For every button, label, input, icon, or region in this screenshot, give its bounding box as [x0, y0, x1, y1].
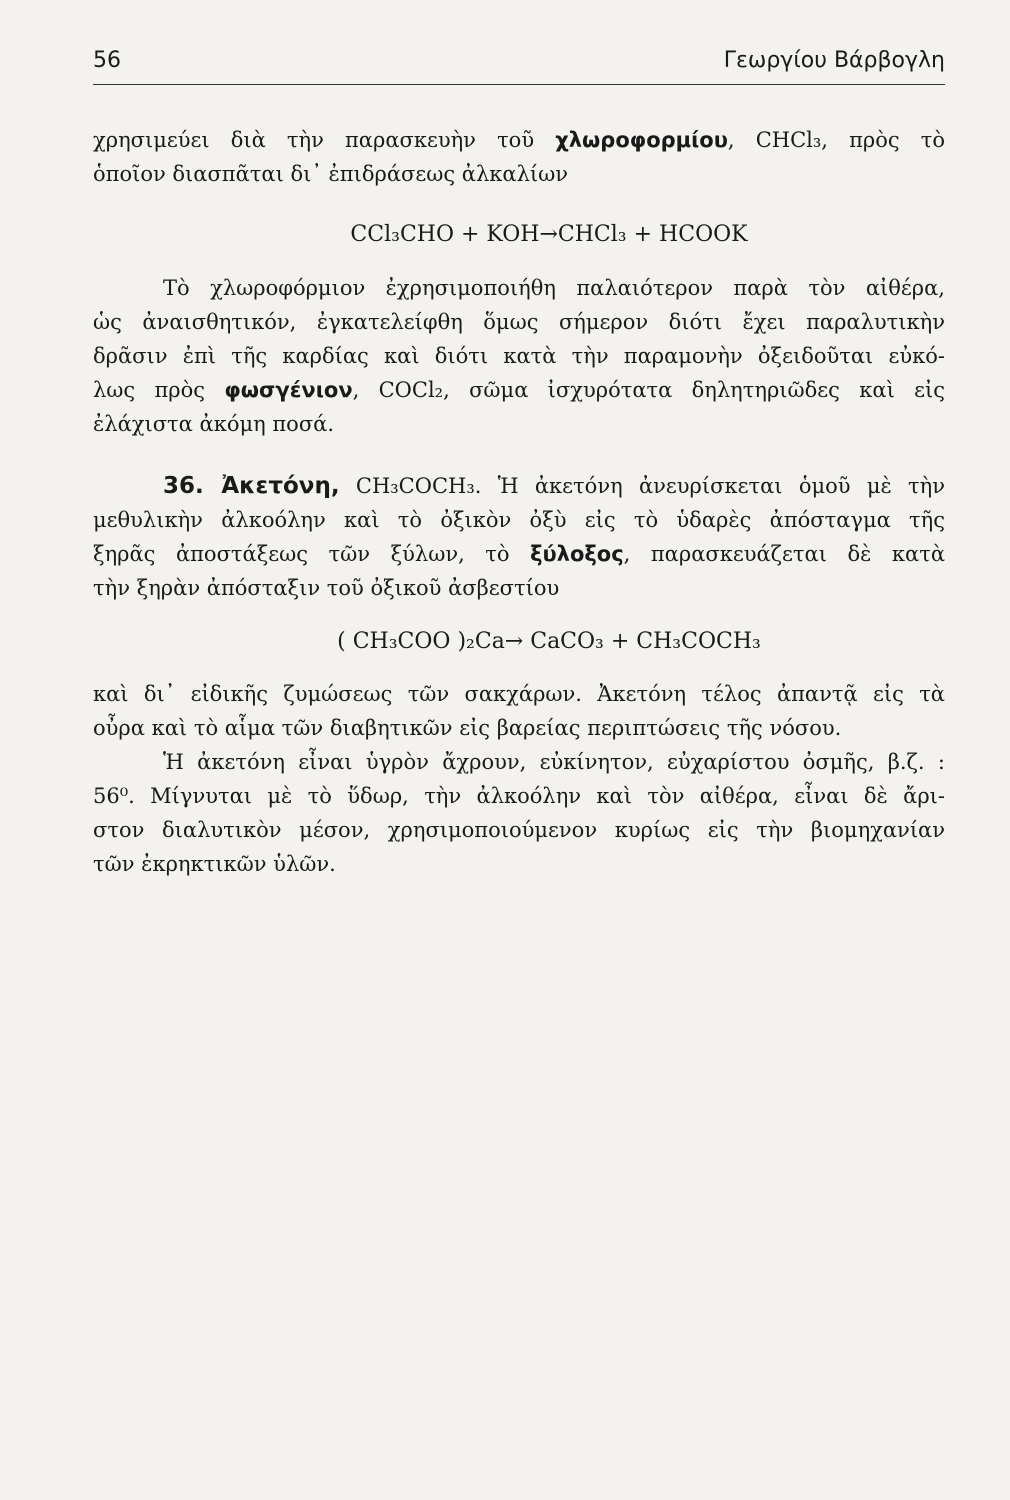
page-header [93, 40, 945, 85]
text-line: χρησιμεύει διὰ τὴν παρασκευὴν τοῦ χλωροφορμίου, CHCl₃, πρὸς τὸ [93, 128, 945, 152]
text-line: 36. Ἀκετόνη, CH₃COCH₃. Ἡ ἀκετόνη ἀνευρίσκεται ὁμοῦ μὲ τὴν [163, 473, 945, 499]
paragraph-chloroform-anesthetic [93, 271, 945, 441]
term-chloroform: χλωροφορμίου [555, 128, 728, 152]
text-line: Τὸ χλωροφόρμιον ἐχρησιμοποιήθη παλαιότερον παρὰ τὸν αἰθέρα, [163, 276, 945, 300]
paragraph-acetone-occurrence [93, 677, 945, 745]
paragraph-acetone-properties [93, 745, 945, 881]
text-line: καὶ δι᾽ εἰδικῆς ζυμώσεως τῶν σακχάρων. Ἀκετόνη τέλος ἀπαντᾷ εἰς τὰ [93, 682, 945, 706]
section-heading: 36. Ἀκετόνη, [163, 473, 340, 499]
text-line: τὴν ξηρὰν ἀπόσταξιν τοῦ ὀξικοῦ ἀσβεστίου [93, 576, 560, 600]
term-phosgene: φωσγένιον [224, 378, 353, 402]
text-line: οὖρα καὶ τὸ αἷμα τῶν διαβητικῶν εἰς βαρείας περιπτώσεις τῆς νόσου. [93, 716, 842, 740]
section-acetone [93, 469, 945, 605]
term-xyloxos: ξύλοξος [530, 542, 624, 566]
equation-calcium-acetate: ( CH₃COO )₂Ca→ CaCO₃ + CH₃COCH₃ [337, 629, 761, 654]
text-line: 56⁰. Μίγνυται μὲ τὸ ὕδωρ, τὴν ἀλκοόλην καὶ τὸν αἰθέρα, εἶναι δὲ ἄρι- [93, 784, 945, 808]
text-line: ὁποῖον διασπᾶται δι᾽ ἐπιδράσεως ἀλκαλίων [93, 162, 569, 186]
text-line: ὡς ἀναισθητικόν, ἐγκατελείφθη ὅμως σήμερον διότι ἔχει παραλυτικὴν [93, 310, 945, 334]
text-line: δρᾶσιν ἐπὶ τῆς καρδίας καὶ διότι κατὰ τὴν παραμονὴν ὀξειδοῦται εὐκό- [93, 344, 945, 368]
text-line: στον διαλυτικὸν μέσον, χρησιμοποιούμενον κυρίως εἰς τὴν βιομηχανίαν [93, 818, 945, 842]
text-line: ξηρᾶς ἀποστάξεως τῶν ξύλων, τὸ ξύλοξος, παρασκευάζεται δὲ κατὰ [93, 542, 945, 566]
page-number: 56 [93, 48, 121, 73]
text-line: ἐλάχιστα ἀκόμη ποσά. [93, 412, 335, 436]
page-body [93, 123, 945, 881]
text-line: λως πρὸς φωσγένιον, COCl₂, σῶμα ἰσχυρότατα δηλητηριῶδες καὶ εἰς [93, 378, 945, 402]
text-line: Ἡ ἀκετόνη εἶναι ὑγρὸν ἄχρουν, εὐκίνητον, εὐχαρίστου ὀσμῆς, β.ζ. : [163, 750, 945, 774]
text-line: μεθυλικὴν ἀλκοόλην καὶ τὸ ὀξικὸν ὀξὺ εἰς τὸ ὑδαρὲς ἀπόσταγμα τῆς [93, 508, 945, 532]
paragraph-chloroform-use [93, 123, 945, 191]
running-head: Γεωργίου Βάρβογλη [723, 48, 945, 73]
equation-haloform: CCl₃CHO + KOH→CHCl₃ + HCOOK [350, 222, 748, 247]
text-line: τῶν ἐκρηκτικῶν ὑλῶν. [93, 852, 336, 876]
